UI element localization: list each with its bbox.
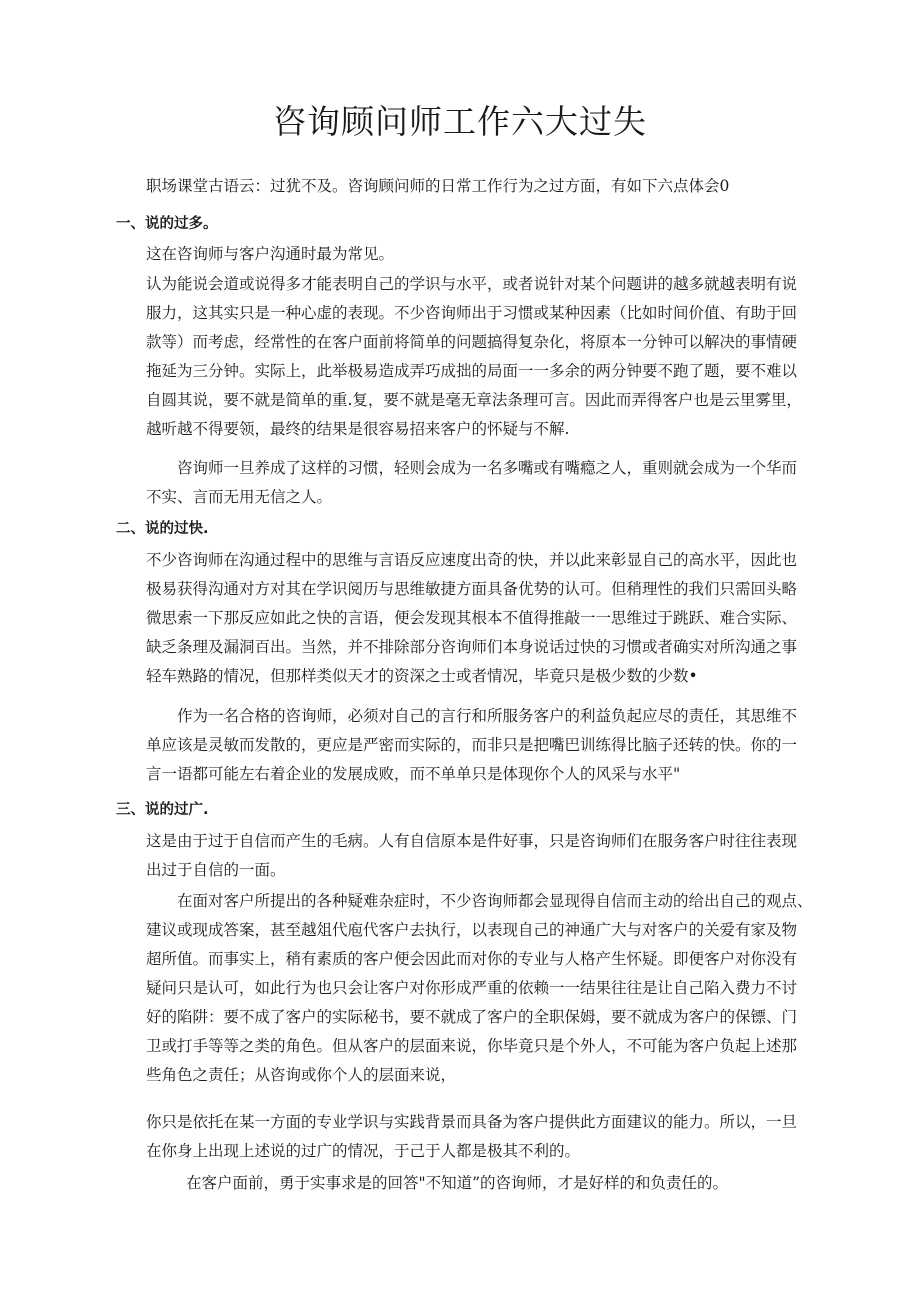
text-line: 微思索一下那反应如此之快的言语，便会发现其根本不值得推敲一一思维过于跳跃、难合实际、 (146, 609, 798, 627)
text-line: 超所值。而事实上，稍有素质的客户便会因此而对你的专业与人格产生怀疑。即便客户对你没有 (146, 950, 798, 968)
text-line: 认为能说会道或说得多才能表明自己的学识与水平，或者说针对某个问题讲的越多就越表明有说 (146, 275, 798, 293)
text-line: 这是由于过于自信而产生的毛病。人有自信原本是件好事，只是咨询师们在服务客户时往往表现 (146, 832, 798, 850)
section1-paragraph-3 (146, 454, 797, 512)
text-line: 你只是依托在某一方面的专业学识与实践背景而具备为客户提供此方面建议的能力。所以，一旦 (146, 1113, 798, 1131)
section3-paragraph-1 (146, 827, 797, 885)
text-line: 越听越不得要领，最终的结果是很容易招来客户的怀疑与不解. (146, 420, 570, 438)
text-line: 缺乏条理及漏洞百出。当然，并不排除部分咨询师们本身说话过快的习惯或者确实对所沟通之事 (146, 638, 798, 656)
text-line: 在面对客户所提出的各种疑难杂症时，不少咨询师都会显现得自信而主动的给出自己的观点、 (177, 892, 813, 910)
section3-heading: 三、说的过广. (116, 802, 209, 818)
text-line: 建议或现成答案，甚至越俎代庖代客户去执行，以表现自己的神通广大与对客户的关爱有家及物 (146, 921, 798, 939)
section3-paragraph-2 (146, 887, 813, 1090)
section2-paragraph-1 (146, 546, 797, 691)
text-line: 极易获得沟通对方对其在学识阅历与思维敏捷方面具备优势的认可。但稍理性的我们只需回头略 (146, 580, 798, 598)
text-line: 疑问只是认可，如此行为也只会让客户对你形成严重的依赖一一结果往往是让自己陷入费力不讨 (146, 979, 798, 997)
text-line: 不少咨询师在沟通过程中的思维与言语反应速度出奇的快，并以此来彰显自己的高水平，因此也 (146, 551, 798, 569)
text-line: 单应该是灵敏而发散的，更应是严密而实际的，而非只是把嘴巴训练得比脑子还转的快。你的一 (146, 736, 798, 754)
text-line: 些角色之责任；从咨询或你个人的层面来说， (146, 1066, 457, 1084)
section2-paragraph-2 (146, 702, 797, 789)
text-line: 在你身上出现上述说的过广的情况，于己于人都是极其不利的。 (146, 1142, 581, 1160)
text-line: 自圆其说，要不就是简单的重.复，要不就是毫无章法条理可言。因此而弄得客户也是云里雾里， (146, 391, 802, 409)
section1-paragraph-2 (146, 270, 802, 444)
text-line: 咨询师一旦养成了这样的习惯，轻则会成为一名多嘴或有嘴瘾之人，重则就会成为一个华而 (177, 459, 798, 477)
section3-paragraph-4: 在客户面前，勇于实事求是的回答"不知道”的咨询师，才是好样的和负责任的。 (186, 1174, 729, 1192)
text-line: 好的陷阱：要不成了客户的实际秘书，要不就成了客户的全职保姆，要不就成为客户的保镖、门 (146, 1008, 798, 1026)
document-title: 咨询顾问师工作六大过失 (273, 102, 647, 141)
intro-text: 职场课堂古语云：过犹不及。咨询顾问师的日常工作行为之过方面，有如下六点体会0 (146, 177, 730, 195)
section3-paragraph-3 (146, 1108, 797, 1166)
text-line: 作为一名合格的咨询师，必须对自己的言行和所服务客户的利益负起应尽的责任，其思维不 (177, 707, 798, 725)
text-line: 不实、言而无用无信之人。 (146, 488, 333, 506)
section1-paragraph-1: 这在咨询师与客户沟通时最为常见。 (146, 245, 395, 263)
text-line: 卫或打手等等之类的角色。但从客户的层面来说，你毕竟只是个外人，不可能为客户负起上述那 (146, 1037, 798, 1055)
section1-heading: 一、说的过多。 (116, 216, 218, 232)
text-line: 轻车熟路的情况，但那样类似天才的资深之士或者情况，毕竟只是极少数的少数• (146, 667, 698, 685)
text-line: 款等）而考虑，经常性的在客户面前将简单的问题搞得复杂化，将原本一分钟可以解决的事情硬 (146, 333, 798, 351)
section2-heading: 二、说的过快. (116, 521, 209, 537)
text-line: 出过于自信的一面。 (146, 861, 286, 879)
text-line: 言一语都可能左右着企业的发展成败，而不单单只是体现你个人的风采与水平" (146, 765, 681, 783)
text-line: 服力，这其实只是一种心虚的表现。不少咨询师出于习惯或某种因素（比如时间价值、有助于回 (146, 304, 798, 322)
text-line: 拖延为三分钟。实际上，此举极易造成弄巧成拙的局面一一多余的两分钟要不跑了题，要不难以 (146, 362, 798, 380)
